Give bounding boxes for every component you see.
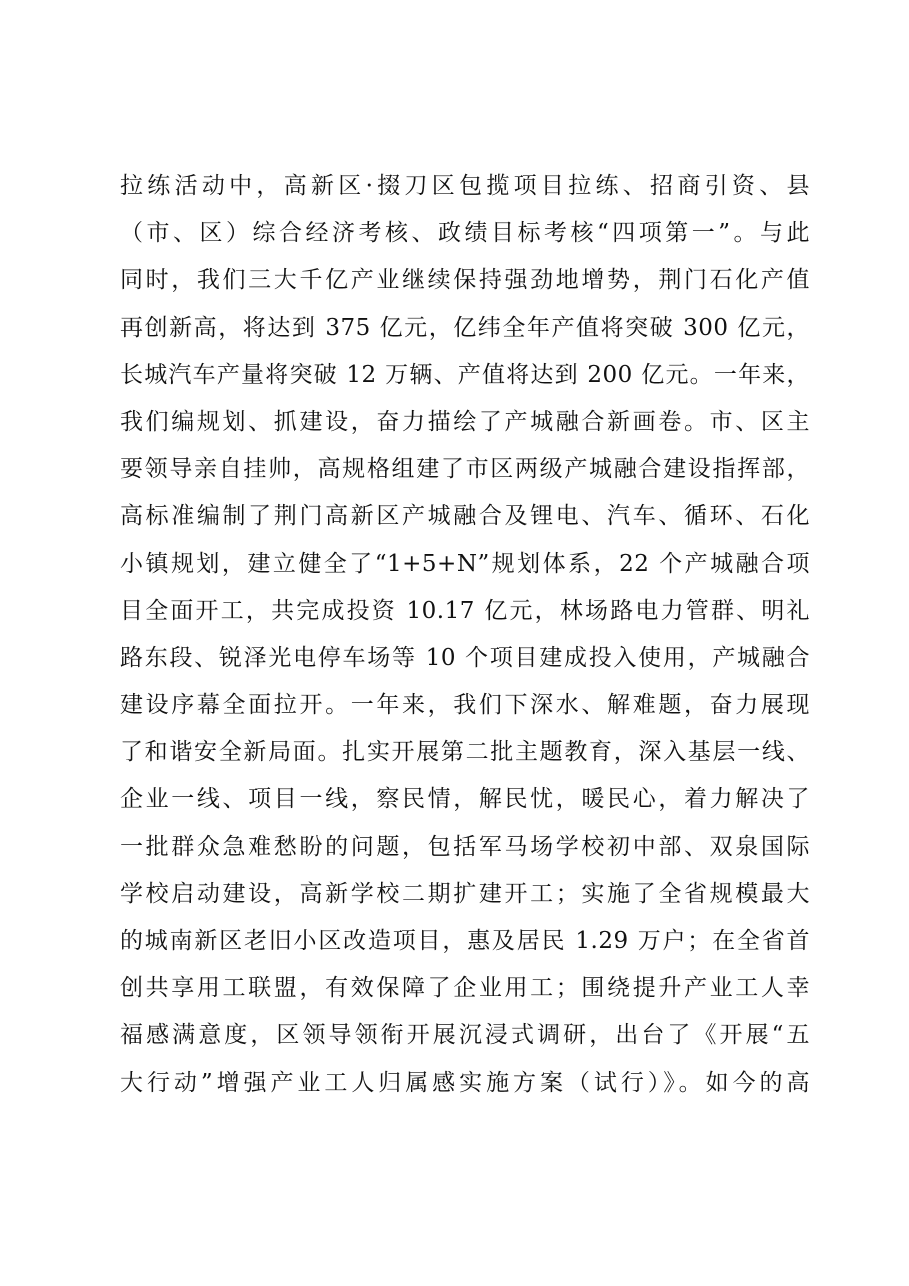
text-line: 大行动”增强产业工人归属感实施方案（试行）》。如今的高 <box>120 1069 810 1096</box>
text-line: 小镇规划，建立健全了“1+5+N”规划体系，22 个产城融合项 <box>120 550 810 577</box>
text-line: 同时，我们三大千亿产业继续保持强劲地增势，荆门石化产值 <box>120 267 810 294</box>
text-line: 再创新高，将达到 375 亿元，亿纬全年产值将突破 300 亿元， <box>120 314 810 341</box>
text-line: 学校启动建设，高新学校二期扩建开工；实施了全省规模最大 <box>120 880 810 907</box>
text-line: 了和谐安全新局面。扎实开展第二批主题教育，深入基层一线、 <box>120 739 810 766</box>
text-line: （市、区）综合经济考核、政绩目标考核“四项第一”。与此 <box>120 220 810 247</box>
text-line: 我们编规划、抓建设，奋力描绘了产城融合新画卷。市、区主 <box>120 408 810 435</box>
text-line: 长城汽车产量将突破 12 万辆、产值将达到 200 亿元。一年来， <box>120 361 810 388</box>
text-line: 一批群众急难愁盼的问题，包括军马场学校初中部、双泉国际 <box>120 833 810 860</box>
text-line: 建设序幕全面拉开。一年来，我们下深水、解难题，奋力展现 <box>120 692 810 719</box>
text-line: 目全面开工，共完成投资 10.17 亿元，林场路电力管群、明礼 <box>120 597 810 624</box>
text-line: 创共享用工联盟，有效保障了企业用工；围绕提升产业工人幸 <box>120 975 810 1002</box>
text-line: 拉练活动中，高新区·掇刀区包揽项目拉练、招商引资、县 <box>120 173 810 199</box>
text-line: 要领导亲自挂帅，高规格组建了市区两级产城融合建设指挥部， <box>120 456 810 483</box>
text-line: 的城南新区老旧小区改造项目，惠及居民 1.29 万户；在全省首 <box>120 928 810 954</box>
text-line: 福感满意度，区领导领衔开展沉浸式调研，出台了《开展“五 <box>120 1022 810 1049</box>
text-line: 企业一线、项目一线，察民情，解民忧，暖民心，着力解决了 <box>120 786 810 813</box>
text-line: 路东段、锐泽光电停车场等 10 个项目建成投入使用，产城融合 <box>120 644 810 671</box>
body-text <box>120 163 810 1107</box>
text-line: 高标准编制了荆门高新区产城融合及锂电、汽车、循环、石化 <box>120 503 810 530</box>
